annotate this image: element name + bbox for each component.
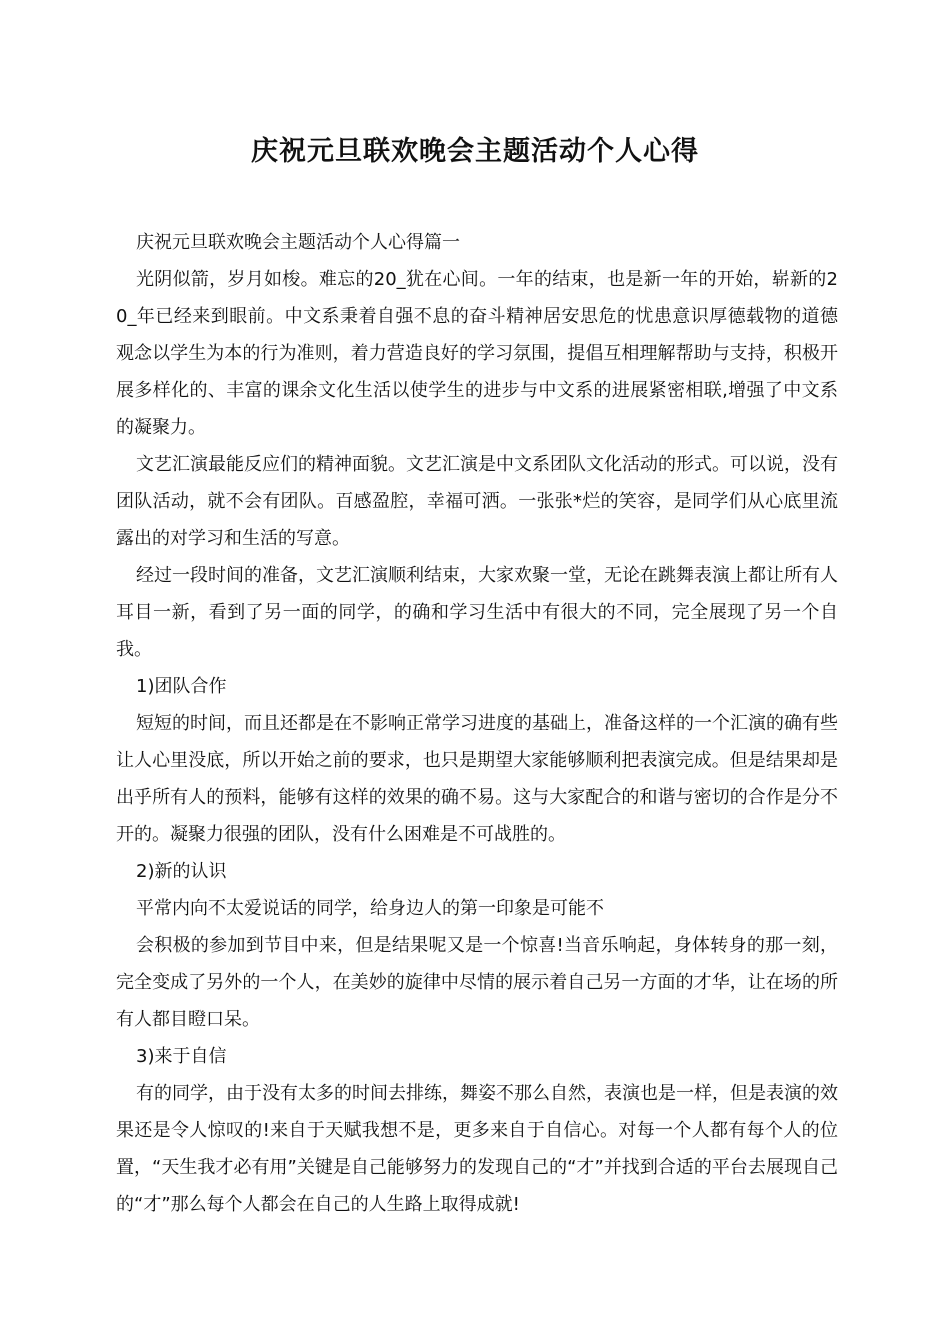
document-body <box>116 224 838 1223</box>
paragraph: 平常内向不太爱说话的同学，给身边人的第一印象是可能不 <box>136 898 604 919</box>
section-heading: 庆祝元旦联欢晚会主题活动个人心得篇一 <box>136 232 460 253</box>
paragraph: 有的同学，由于没有太多的时间去排练，舞姿不那么自然，表演也是一样，但是表演的效果还是令人惊叹的!来自于天赋我想不是，更多来自于自信心。对每一个人都有每个人的位置，“天生我才必有用”关键是自己能够努力的发现自己的“才”并找到合适的平台去展现自己的“才”那么每个人都会在自己的人生路上取得成就! <box>116 1083 838 1215</box>
paragraph: 光阴似箭，岁月如梭。难忘的20_犹在心间。一年的结束，也是新一年的开始，崭新的20_年已经来到眼前。中文系秉着自强不息的奋斗精神居安思危的忧患意识厚德载物的道德观念以学生为本的行为准则，着力营造良好的学习氛围，提倡互相理解帮助与支持，积极开展多样化的、丰富的课余文化生活以使学生的进步与中文系的进展紧密相联,增强了中文系的凝聚力。 <box>116 269 838 438</box>
paragraph: 文艺汇演最能反应们的精神面貌。文艺汇演是中文系团队文化活动的形式。可以说，没有团队活动，就不会有团队。百感盈腔，幸福可洒。一张张*烂的笑容，是同学们从心底里流露出的对学习和生活的写意。 <box>116 454 838 549</box>
document-title: 庆祝元旦联欢晚会主题活动个人心得 <box>251 136 699 167</box>
subheading: 3)来于自信 <box>136 1046 227 1067</box>
subheading: 1)团队合作 <box>136 676 227 697</box>
paragraph: 短短的时间，而且还都是在不影响正常学习进度的基础上，准备这样的一个汇演的确有些让人心里没底，所以开始之前的要求，也只是期望大家能够顺利把表演完成。但是结果却是出乎所有人的预料，能够有这样的效果的确不易。这与大家配合的和谐与密切的合作是分不开的。凝聚力很强的团队，没有什么困难是不可战胜的。 <box>116 713 838 845</box>
paragraph: 会积极的参加到节目中来，但是结果呢又是一个惊喜!当音乐响起，身体转身的那一刻，完全变成了另外的一个人，在美妙的旋律中尽情的展示着自己另一方面的才华，让在场的所有人都目瞪口呆。 <box>116 935 838 1030</box>
subheading: 2)新的认识 <box>136 861 227 882</box>
paragraph: 经过一段时间的准备，文艺汇演顺利结束，大家欢聚一堂，无论在跳舞表演上都让所有人耳目一新，看到了另一面的同学，的确和学习生活中有很大的不同，完全展现了另一个自我。 <box>116 565 838 660</box>
